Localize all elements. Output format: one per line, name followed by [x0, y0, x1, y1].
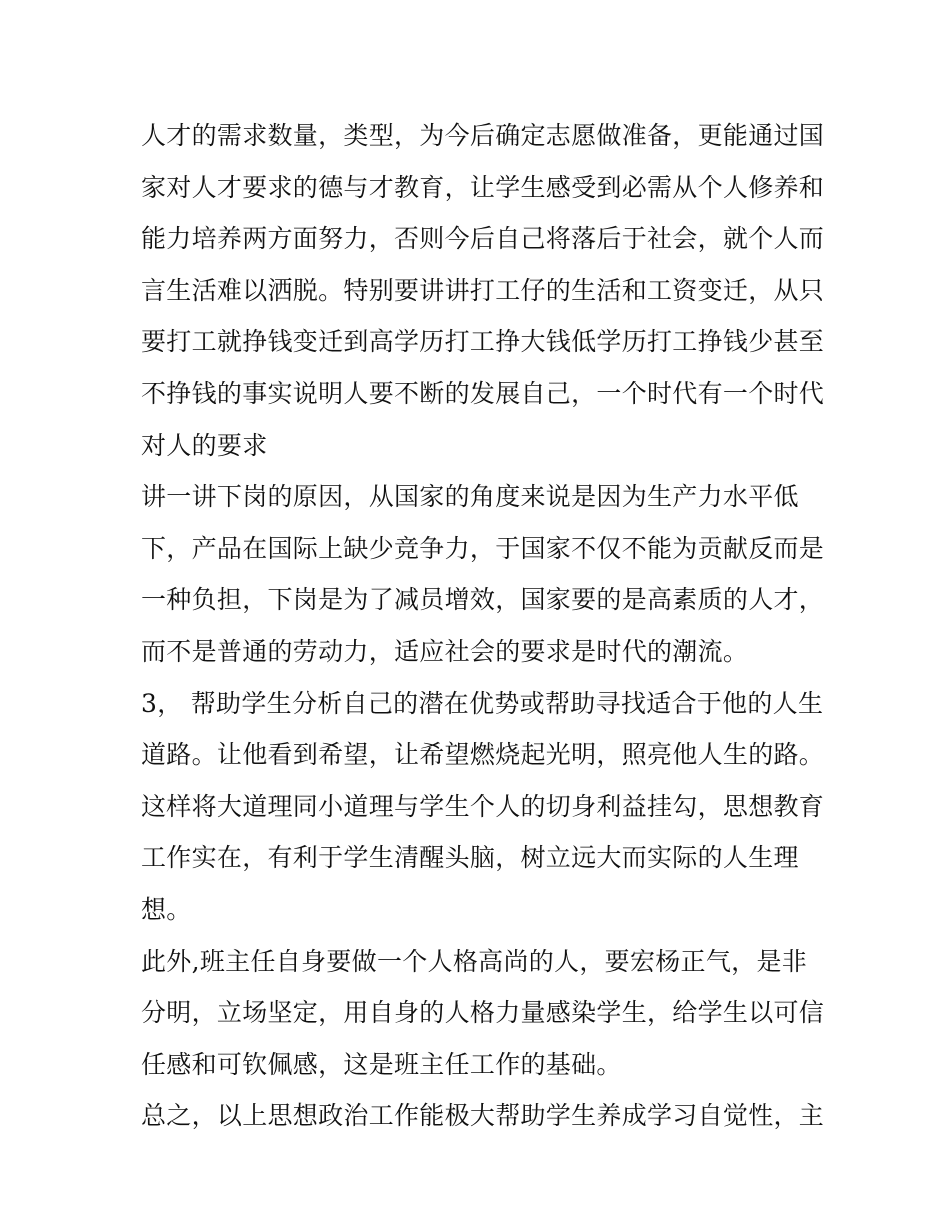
- text-line: 一种负担，下岗是为了减员增效，国家要的是高素质的人才，: [141, 585, 825, 615]
- text-line: 分明，立场坚定，用自身的人格力量感染学生，给学生以可信: [141, 998, 825, 1028]
- text-line: 3， 帮助学生分析自己的潜在优势或帮助寻找适合于他的人生: [141, 688, 824, 718]
- text-line: 家对人才要求的德与才教育，让学生感受到必需从个人修养和: [141, 172, 825, 202]
- text-line: 道路。让他看到希望，让希望燃烧起光明，照亮他人生的路。: [141, 740, 825, 770]
- text-line: 下，产品在国际上缺少竞争力，于国家不仅不能为贡献反而是: [141, 533, 825, 563]
- text-line: 对人的要求: [141, 430, 268, 460]
- text-line: 而不是普通的劳动力，适应社会的要求是时代的潮流。: [141, 636, 749, 666]
- text-line: 人才的需求数量，类型，为今后确定志愿做准备，更能通过国: [141, 121, 825, 150]
- text-line: 总之，以上思想政治工作能极大帮助学生养成学习自觉性，主: [141, 1101, 825, 1131]
- text-line: 言生活难以洒脱。特别要讲讲打工仔的生活和工资变迁，从只: [141, 275, 825, 305]
- text-line: 要打工就挣钱变迁到高学历打工挣大钱低学历打工挣钱少甚至: [141, 327, 825, 357]
- document-body: [141, 110, 825, 1142]
- text-line: 这样将大道理同小道理与学生个人的切身利益挂勾，思想教育: [141, 791, 825, 821]
- text-line: 不挣钱的事实说明人要不断的发展自己，一个时代有一个时代: [141, 378, 825, 408]
- text-line: 此外,班主任自身要做一个人格高尚的人，要宏杨正气，是非: [141, 946, 808, 976]
- text-line: 能力培养两方面努力，否则今后自己将落后于社会，就个人而: [141, 224, 825, 254]
- text-line: 讲一讲下岗的原因，从国家的角度来说是因为生产力水平低: [141, 482, 799, 512]
- text-line: 工作实在，有利于学生清醒头脑，树立远大而实际的人生理: [141, 843, 799, 873]
- text-line: 想。: [141, 894, 192, 924]
- text-line: 任感和可钦佩感，这是班主任工作的基础。: [141, 1049, 622, 1079]
